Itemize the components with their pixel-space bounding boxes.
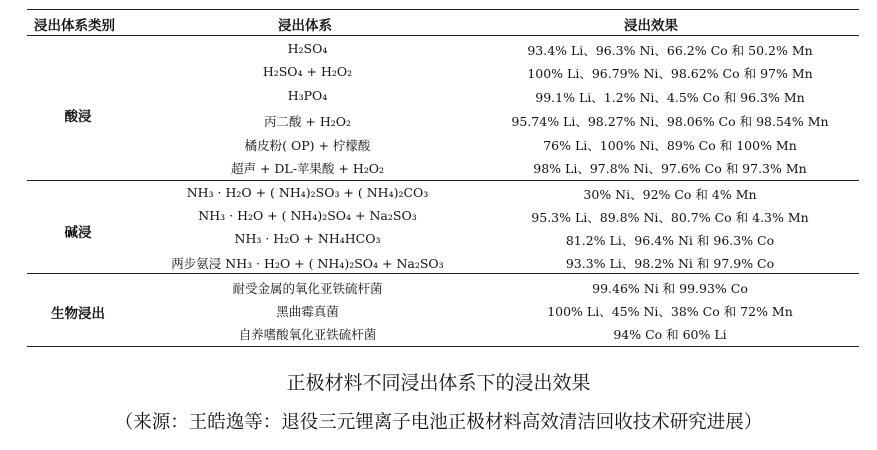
category-acid: 酸浸 (64, 109, 92, 125)
table-row-system: H₂SO₄ (287, 41, 328, 56)
header-system: 浸出体系 (278, 18, 332, 34)
table-row-effect: 98% Li、97.8% Ni、97.6% Co 和 97.3% Mn (533, 161, 807, 176)
table-row-effect: 99.1% Li、1.2% Ni、4.5% Co 和 96.3% Mn (535, 90, 805, 105)
category-alkaline: 碱浸 (64, 225, 92, 241)
table-row-system: 黑曲霉真菌 (276, 304, 339, 319)
table-row-system: NH₃ · H₂O + NH₄HCO₃ (234, 231, 381, 246)
group-divider (27, 273, 859, 274)
table-row-effect: 94% Co 和 60% Li (613, 327, 727, 342)
table-header-rule (27, 35, 859, 36)
header-category: 浸出体系类别 (34, 18, 115, 34)
table-row-effect: 93.3% Li、98.2% Ni 和 97.9% Co (565, 256, 775, 271)
table-row-effect: 99.46% Ni 和 99.93% Co (592, 281, 748, 296)
table-row-effect: 100% Li、45% Ni、38% Co 和 72% Mn (547, 304, 793, 319)
group-divider (27, 180, 859, 181)
table-row-system: NH₃ · H₂O + ( NH₄)₂SO₃ + ( NH₄)₂CO₃ (186, 185, 429, 200)
table-row-effect: 81.2% Li、96.4% Ni 和 96.3% Co (565, 233, 775, 248)
table-row-system: 丙二酸 + H₂O₂ (263, 114, 352, 129)
table-row-system: 超声 + DL-苹果酸 + H₂O₂ (230, 161, 385, 176)
table-row-system: 橘皮粉( OP) + 柠檬酸 (244, 138, 371, 153)
table-row-effect: 76% Li、100% Ni、89% Co 和 100% Mn (543, 138, 797, 153)
table-row-effect: 100% Li、96.79% Ni、98.62% Co 和 97% Mn (527, 66, 813, 81)
table-row-effect: 30% Ni、92% Co 和 4% Mn (583, 187, 757, 202)
table-row-system: H₂SO₄ + H₂O₂ (262, 64, 353, 79)
table-top-rule (27, 9, 859, 10)
table-row-system: 两步氨浸 NH₃ · H₂O + ( NH₄)₂SO₄ + Na₂SO₃ (171, 256, 444, 271)
table-row-effect: 95.3% Li、89.8% Ni、80.7% Co 和 4.3% Mn (531, 210, 809, 225)
table-row-effect: 93.4% Li、96.3% Ni、66.2% Co 和 50.2% Mn (527, 43, 813, 58)
table-row-system: NH₃ · H₂O + ( NH₄)₂SO₄ + Na₂SO₃ (198, 208, 417, 223)
table-bottom-rule (27, 346, 859, 347)
category-bio: 生物浸出 (51, 306, 105, 322)
table-row-system: 自养嗜酸氧化亚铁硫杆菌 (238, 327, 377, 342)
table-row-effect: 95.74% Li、98.27% Ni、98.06% Co 和 98.54% Mn (511, 114, 829, 129)
figure-caption: 正极材料不同浸出体系下的浸出效果 (286, 372, 591, 394)
header-effect: 浸出效果 (624, 18, 678, 34)
figure-source: （来源：王皓逸等：退役三元锂离子电池正极材料高效清洁回收技术研究进展） (114, 412, 763, 433)
table-row-system: H₃PO₄ (287, 88, 328, 103)
table-row-system: 耐受金属的氧化亚铁硫杆菌 (232, 281, 383, 296)
